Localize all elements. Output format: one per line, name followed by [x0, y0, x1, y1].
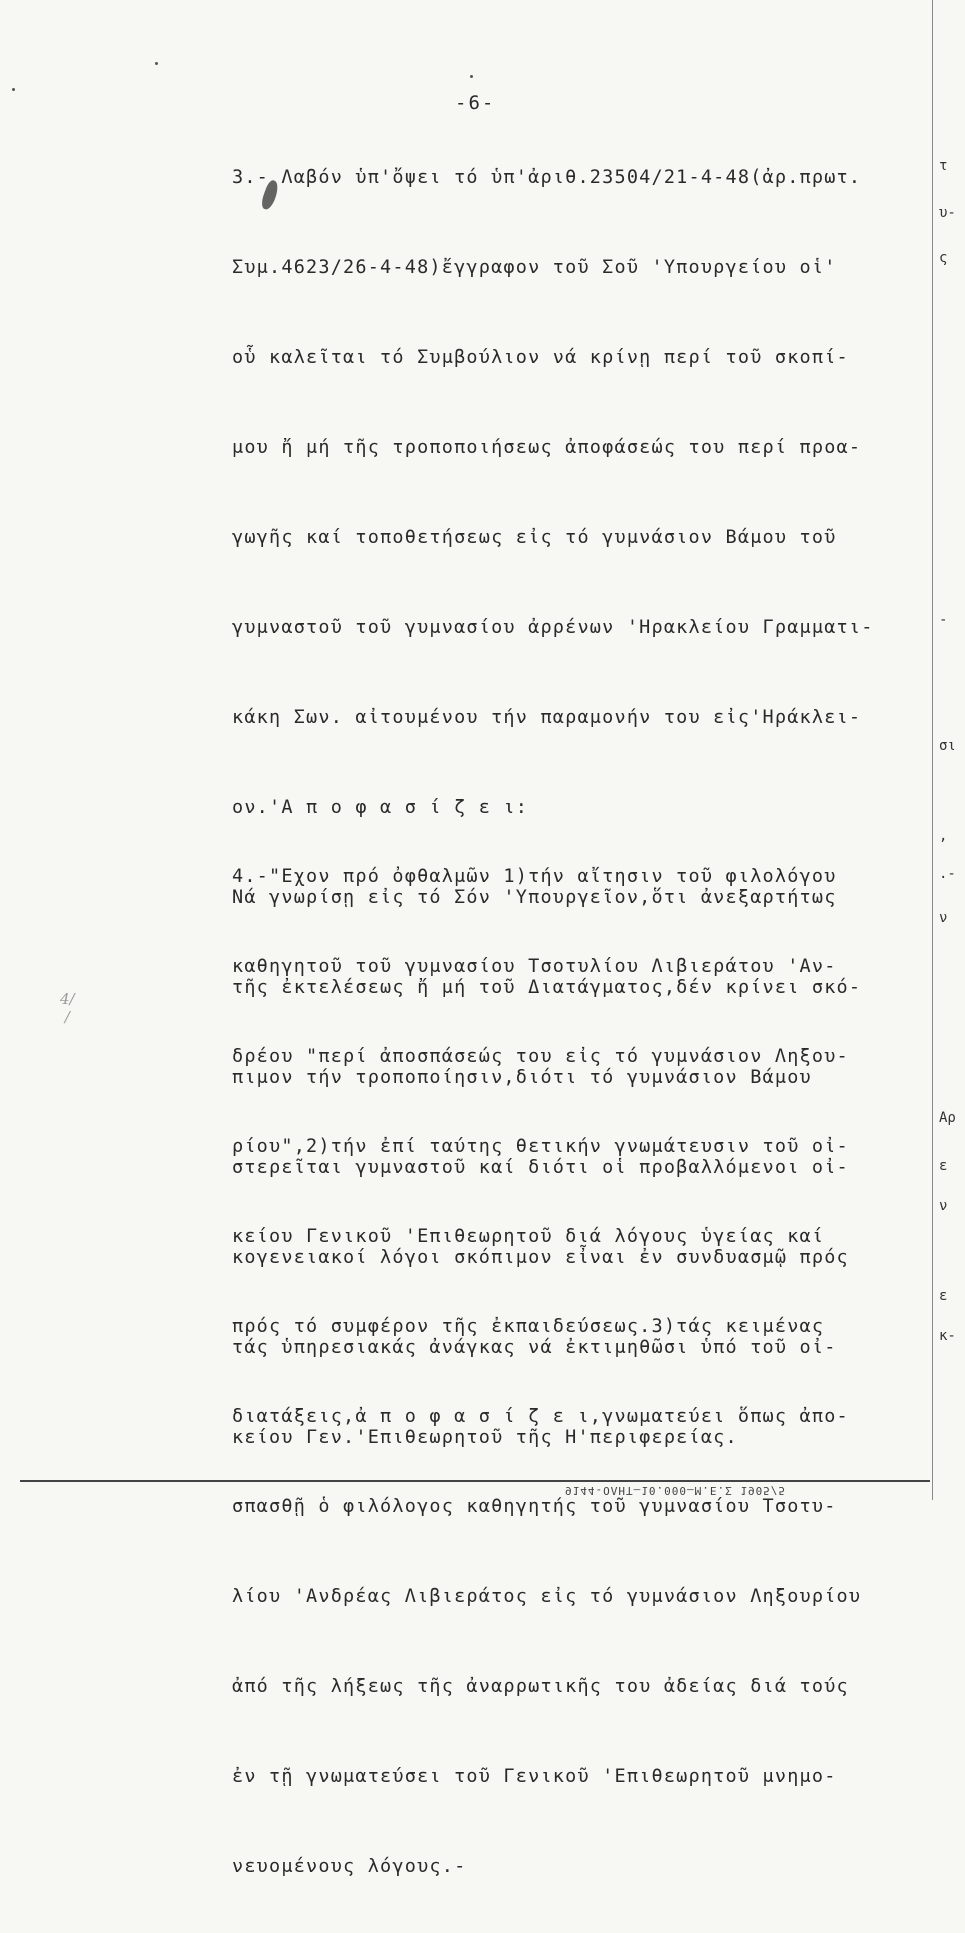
text-line: διατάξεις,ἀ π ο φ α σ ί ζ ε ι,γνωματεύει ὅπως ἀπο- [232, 1406, 849, 1427]
text-line: νευομένους λόγους.- [232, 1856, 467, 1877]
text-line: πρός τό συμφέρον τῆς ἐκπαιδεύσεως.3)τάς κειμένας [232, 1316, 825, 1337]
text-line: δρέου "περί ἀποσπάσεώς του εἰς τό γυμνάσιον Ληξου- [232, 1046, 849, 1067]
speck [155, 62, 158, 65]
edge-fragment: σι [939, 738, 956, 754]
text-line: γυμναστοῦ τοῦ γυμνασίου ἀρρένων 'Ηρακλείου Γραμματι- [232, 617, 874, 638]
text-line: 4.-"Εχον πρό ὀφθαλμῶν 1)τήν αἴτησιν τοῦ φιλολόγου [232, 866, 837, 887]
edge-fragment: Αρ [939, 1110, 956, 1126]
edge-fragment: ν [939, 1198, 948, 1214]
text-line: στερεῖται γυμναστοῦ καί διότι οἱ προβαλλόμενοι οἰ- [232, 1157, 849, 1178]
text-line: πιμον τήν τροποποίησιν,διότι τό γυμνάσιον Βάμου [232, 1067, 812, 1088]
edge-fragment: .- [939, 866, 956, 882]
text-line: μου ἤ μή τῆς τροποποιήσεως ἀποφάσεώς του περί προα- [232, 437, 862, 458]
text-line: κείου Γεν.'Επιθεωρητοῦ τῆς Η'περιφερείας. [232, 1427, 738, 1448]
edge-fragment: ε [939, 1158, 948, 1174]
edge-fragment: υ- [939, 205, 956, 221]
edge-fragment: κ- [939, 1328, 956, 1344]
margin-annotation: 4/ / [60, 990, 75, 1026]
text-line: 3.- Λαβόν ὑπ'ὄψει τό ὑπ'ἀριθ.23504/21-4-48(ἀρ.πρωτ. [232, 167, 862, 188]
edge-fragment: ε [939, 1288, 948, 1304]
edge-fragment: , [939, 828, 948, 844]
text-line: κάκη Σων. αἰτουμένου τήν παραμονήν του εἰς'Ηράκλει- [232, 707, 862, 728]
edge-fragment: ς [939, 250, 948, 266]
edge-fragment: - [939, 612, 948, 628]
text-line: τῆς ἐκτελέσεως ἤ μή τοῦ Διατάγματος,δέν κρίνει σκό- [232, 977, 862, 998]
text-line: ἐν τῇ γνωματεύσει τοῦ Γενικοῦ 'Επιθεωρητοῦ μνημο- [232, 1766, 837, 1787]
footer-rule [20, 1480, 930, 1482]
paragraph-4 [232, 811, 932, 1933]
text-line: οὗ καλεῖται τό Συμβούλιον νά κρίνῃ περί τοῦ σκοπί- [232, 347, 849, 368]
adjacent-page-edge [932, 0, 965, 1500]
text-line: ρίου",2)τήν ἐπί ταύτης θετικήν γνωμάτευσιν τοῦ οἰ- [232, 1136, 849, 1157]
text-line: λίου 'Ανδρέας Λιβιεράτος εἰς τό γυμνάσιον Ληξουρίου [232, 1586, 862, 1607]
text-line: Συμ.4623/26-4-48)ἔγγραφον τοῦ Σοῦ 'Υπουργείου οἱ' [232, 257, 837, 278]
text-line: τάς ὑπηρεσιακάς ἀνάγκας νά ἐκτιμηθῶσι ὑπό τοῦ οἰ- [232, 1337, 837, 1358]
text-line: ον.'Α π ο φ α σ ί ζ ε ι: [232, 797, 529, 818]
text-line: σπασθῇ ὁ φιλόλογος καθηγητής τοῦ γυμνασίου Τσοτυ- [232, 1496, 837, 1517]
text-line: ἀπό τῆς λήξεως τῆς ἀναρρωτικῆς του ἀδείας διά τούς [232, 1676, 849, 1697]
speck [12, 88, 15, 91]
text-line: κογενειακοί λόγοι σκόπιμον εἶναι ἐν συνδυασμῷ πρός [232, 1247, 849, 1268]
text-line: Νά γνωρίσῃ εἰς τό Σόν 'Υπουργεῖον,ὅτι ἀνεξαρτήτως [232, 887, 837, 908]
text-line: καθηγητοῦ τοῦ γυμνασίου Τσοτυλίου Λιβιεράτου 'Αν- [232, 956, 837, 977]
footer-print: 9144-ΟΛΗΤ—10.000—Μ.Ε.Σ 1905/5 [565, 1484, 787, 1497]
page-number: -6- [455, 92, 496, 114]
speck [470, 75, 473, 78]
edge-fragment: τ [939, 158, 948, 174]
text-line: κείου Γενικοῦ 'Επιθεωρητοῦ διά λόγους ὑγείας καί [232, 1226, 825, 1247]
edge-fragment: ν [939, 910, 948, 926]
text-line: γωγῆς καί τοποθετήσεως εἰς τό γυμνάσιον Βάμου τοῦ [232, 527, 837, 548]
